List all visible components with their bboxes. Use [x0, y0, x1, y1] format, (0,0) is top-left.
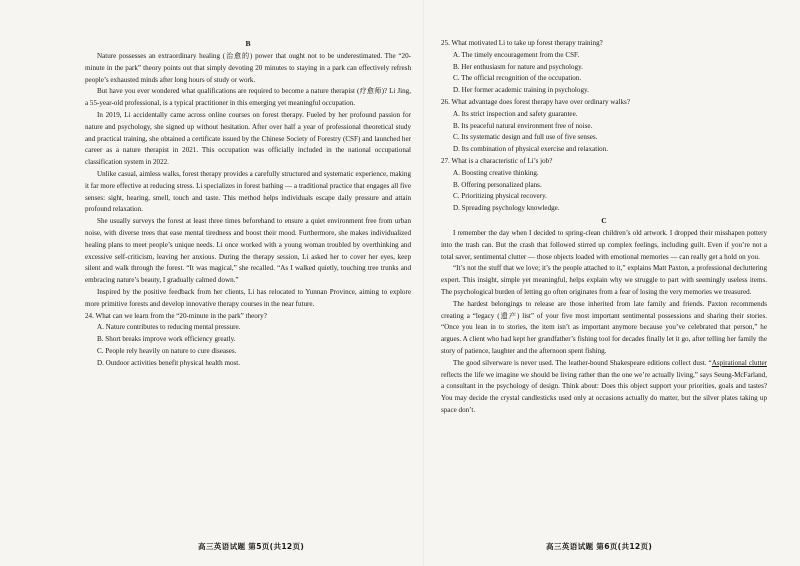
- answer-option: D. Spreading psychology knowledge.: [453, 204, 560, 213]
- right-page: [441, 38, 767, 417]
- question-24: [85, 311, 411, 370]
- passage-b-paragraph: Nature possesses an extraordinary healing (治愈的) power that ought not to be underestimated. The “20-minute in the park” theory points out that simply devoting 20 minutes to staying in a park can effectively refresh people’s exhausted minds after long hours of study or work.: [85, 52, 411, 84]
- question-25: [441, 38, 767, 97]
- underlined-phrase: Aspirational clutter: [711, 358, 767, 367]
- passage-c-paragraph: I remember the day when I decided to spring-clean children’s old artwork. I dropped their misshapen pottery into the trash can. But the crash that followed stirred up complex feelings, including guilt. Even if you’re not a total saver, sentimental clutter — those objects loaded with emotional memories — can really get a hold on you.: [441, 228, 767, 261]
- question-26: [441, 97, 767, 156]
- answer-option: C. Its systematic design and full use of five senses.: [453, 133, 598, 142]
- question-stem: 27. What is a characteristic of Li’s job?: [441, 156, 553, 165]
- answer-option: C. The official recognition of the occupation.: [453, 74, 582, 83]
- answer-option: B. Short breaks improve work efficiency greatly.: [97, 335, 236, 344]
- passage-b-paragraph: But have you ever wondered what qualifications are required to become a nature therapist (疗愈师)? Li Jing, a 55-year-old professional, is a typical practitioner in this emerging yet meaningful occupation.: [85, 87, 411, 108]
- page-footer-right: 高三英语试题 第6页(共12页): [546, 542, 653, 551]
- page-footer-left: 高三英语试题 第5页(共12页): [198, 542, 305, 551]
- answer-option: D. Outdoor activities benefit physical health most.: [97, 358, 241, 367]
- passage-b-paragraph: Unlike casual, aimless walks, forest therapy provides a carefully structured and systematic experience, making it far more effective at reducing stress. Li specializes in forest bathing — a traditional practice that engages all five senses: sight, hearing, smell, touch and taste. This method helps individuals escape daily pressure and attain profound relaxation.: [85, 169, 411, 214]
- answer-option: A. The timely encouragement from the CSF.: [453, 50, 580, 59]
- answer-option: C. Prioritizing physical recovery.: [453, 192, 547, 201]
- left-page: [85, 38, 411, 370]
- question-stem: 25. What motivated Li to take up forest therapy training?: [441, 39, 603, 47]
- passage-b-paragraph: In 2019, Li accidentally came across online courses on forest therapy. Fueled by her profound passion for nature and psychology, she signed up without hesitation. After over half a year of professional theoretical study and practical training, she obtained a certificate issued by the Chinese Society of Forestry (CSF) and launched her career as a nature therapist in 2021. This occupation was officially included in the national occupational classification system in 2022.: [85, 110, 411, 167]
- question-stem: 26. What advantage does forest therapy have over ordinary walks?: [441, 97, 630, 106]
- paragraph-lead: The good silverware is never used. The leather-bound Shakespeare editions collect dust. “: [453, 358, 712, 367]
- answer-option: B. Her enthusiasm for nature and psychology.: [453, 62, 583, 71]
- answer-option: A. Boosting creative thinking.: [453, 168, 539, 177]
- answer-option: C. People rely heavily on nature to cure diseases.: [97, 346, 237, 355]
- question-27: [441, 156, 767, 215]
- answer-option: D. Her former academic training in psychology.: [453, 86, 589, 95]
- answer-option: A. Nature contributes to reducing mental pressure.: [97, 323, 241, 332]
- passage-b-paragraph: She usually surveys the forest at least three times beforehand to ensure a quiet environment free from urban noise, with diverse trees that ease mental tiredness and boost their mood. Furthermore, she makes individualized healing plans to meet people’s unique needs. Li once worked with a young woman troubled by overthinking and excessive self-criticism, leaving her anxious. During the therapy session, Li asked her to cover her eyes, keep silent and walk through the forest. “It was magical,” she recalled. “As I walked quietly, touching tree trunks and embracing nature’s beauty, I gradually calmed down.”: [85, 217, 411, 285]
- passage-c-paragraph: The hardest belongings to release are those inherited from late family and friends. Paxton recommends creating a “legacy (遗产) list” of your five most important sentimental possessions and sharing their stories. “Once you lean in to stories, the item isn’t as important anymore because you’ve celebrated that person,” he argues. A client who had kept her grandfather’s fishing tool for decades finally let it go, after telling her family the story of patience, laughter and the afternoon spent fishing.: [441, 299, 767, 355]
- passage-b-paragraph: Inspired by the positive feedback from her clients, Li has relocated to Yunnan Province, aiming to explore more primitive forests and develop innovative therapy courses in the near future.: [85, 287, 411, 308]
- page-fold: [423, 0, 424, 566]
- question-stem: 24. What can we learn from the “20-minute in the park” theory?: [85, 311, 267, 320]
- passage-c-paragraph: “It’s not the stuff that we love; it’s the people attached to it,” explains Matt Paxton, a professional decluttering expert. This insight, simple yet meaningful, helps explain why we struggle to part with seemingly useless items. The psychological burden of letting go often originates from a fear of losing the very memories we treasured.: [441, 264, 767, 296]
- answer-option: D. Its combination of physical exercise and relaxation.: [453, 145, 609, 154]
- answer-option: A. Its strict inspection and safety guarantee.: [453, 109, 578, 118]
- answer-option: B. Its peaceful natural environment free of noise.: [453, 121, 593, 130]
- answer-option: B. Offering personalized plans.: [453, 180, 542, 189]
- section-heading-b: B: [245, 39, 251, 48]
- passage-c-paragraph: [441, 358, 767, 417]
- paragraph-tail: reflects the life we imagine we should be living rather than the one we’re actually living,” says Seung-McFarland, a consultant in the psychology of design. Think about: Does this object support your priorities, goals and tastes? You may decide the crystal candlesticks used only at occasions actually do matter, but the silver plates taking up space don’t.: [441, 370, 767, 414]
- section-heading-c: C: [601, 215, 607, 225]
